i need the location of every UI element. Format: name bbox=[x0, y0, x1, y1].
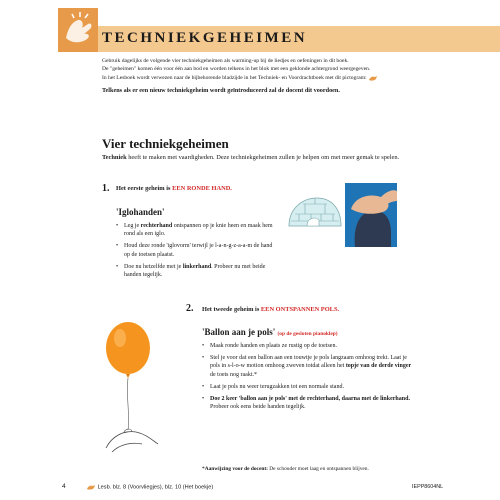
hand-pictogram-icon bbox=[86, 484, 96, 490]
list-item bbox=[116, 263, 276, 279]
item-bold: Doe 2 keer 'ballon aan je pols' met de rechterhand, daarna met de linkerhand. bbox=[210, 396, 410, 403]
item-text: Probeer ook eens beide handen tegelijk. bbox=[210, 404, 306, 411]
intro-line: Gebruik dagelijks de volgende vier techniekgeheimen als warming-up bij de liedjes en oefeningen in dit boek. bbox=[102, 58, 349, 64]
step-heading bbox=[202, 306, 339, 313]
item-text: Maak ronde handen en plaats ze rustig op de toetsen. bbox=[210, 343, 337, 349]
list-item bbox=[116, 222, 276, 238]
step-lead: Het eerste geheim is bbox=[116, 185, 173, 192]
item-text: ontspannen op je knie heen en maak hem rond als een iglo. bbox=[124, 223, 273, 238]
product-code: IEPP8604NL bbox=[412, 484, 444, 490]
step-number: 1. bbox=[102, 183, 110, 194]
item-text: Leg je bbox=[124, 223, 141, 229]
list-item bbox=[202, 383, 412, 391]
footnote-rest: De schouder moet laag en ontspannen blijven. bbox=[267, 466, 369, 472]
step-subtitle-note: (op de gesloten pianoklep) bbox=[277, 331, 338, 337]
step-heading bbox=[116, 185, 232, 192]
page-number: 4 bbox=[62, 483, 66, 490]
footer-reference-text: Lesb. blz. 8 (Voorvliegjes), blz. 10 (Het boekje) bbox=[97, 484, 214, 491]
step-highlight: EEN RONDE HAND. bbox=[172, 185, 232, 192]
item-text: . Probeer nu met beide handen tegelijk. bbox=[124, 263, 266, 279]
footnote-bold: *Aanwijzing voor de docent: bbox=[202, 466, 268, 472]
item-text: Houd deze ronde 'iglovorm' terwijl je l-a-n-g-z-a-a-m de hand op de toetsen plaatst. bbox=[124, 243, 273, 258]
section-text bbox=[102, 154, 432, 163]
intro-bold-line: Telkens als er een nieuw techniekgeheim wordt geïntroduceerd zal de docent dit voordoen. bbox=[102, 87, 340, 95]
igloo-hand-illustration bbox=[285, 190, 345, 230]
step-subtitle: 'Iglohanden' bbox=[116, 207, 165, 217]
list-item bbox=[202, 395, 412, 411]
list-item bbox=[202, 354, 412, 379]
item-text: de toets nog raakt.* bbox=[210, 371, 257, 378]
step-subtitle bbox=[202, 327, 338, 337]
item-bold: rechterhand bbox=[140, 223, 173, 229]
intro-line bbox=[102, 74, 462, 82]
list-item bbox=[116, 242, 276, 258]
item-bold: topje van de derde vinger bbox=[345, 363, 412, 370]
section-text-rest: heeft te maken met vaardigheden. Deze techniekgeheimen zullen je helpen om met meer gemak te spelen. bbox=[126, 154, 400, 161]
intro-text bbox=[102, 57, 462, 96]
item-text: Doe nu hetzelfde met je bbox=[124, 263, 183, 270]
page-header-title: TECHNIEKGEHEIMEN bbox=[102, 30, 308, 46]
balloon-wrist-illustration bbox=[102, 318, 162, 458]
list-item bbox=[202, 342, 412, 350]
teacher-footnote bbox=[202, 466, 442, 472]
intro-line-text: In het Lesboek wordt verwezen naar de bijbehorende bladzijde in het Techniek- en Voordrachtboek met dit pictogram: bbox=[102, 74, 367, 81]
intro-line: De "geheimen" komen één voor één aan bod en worden telkens in het blok met een geklonde achtergrond weergegeven. bbox=[102, 66, 371, 73]
step-highlight: EEN ONTSPANNEN POLS. bbox=[260, 306, 340, 313]
hand-pictogram-icon bbox=[368, 75, 378, 81]
footer-reference bbox=[86, 484, 213, 490]
step-number: 2. bbox=[186, 303, 194, 314]
item-text: Stel je voor dat een ballon aan een touwtje je pols langzaam omhoog trekt. Laat je pols in s-l-o-w motion omhoog zweven totdat alleen het bbox=[210, 355, 407, 370]
item-text: Laat je pols nu weer terugzakken tot een normale stand. bbox=[210, 383, 344, 390]
step1-list bbox=[116, 222, 276, 283]
step2-list bbox=[202, 342, 412, 415]
step-subtitle-text: 'Ballon aan je pols' bbox=[202, 327, 276, 337]
item-bold: linkerhand bbox=[182, 263, 212, 270]
section-text-bold: Techniek bbox=[102, 154, 127, 161]
hand-on-knee-photo bbox=[345, 183, 397, 247]
hand-logo-icon bbox=[58, 8, 98, 52]
section-title: Vier techniekgeheimen bbox=[102, 136, 229, 151]
step-lead: Het tweede geheim is bbox=[202, 306, 261, 313]
